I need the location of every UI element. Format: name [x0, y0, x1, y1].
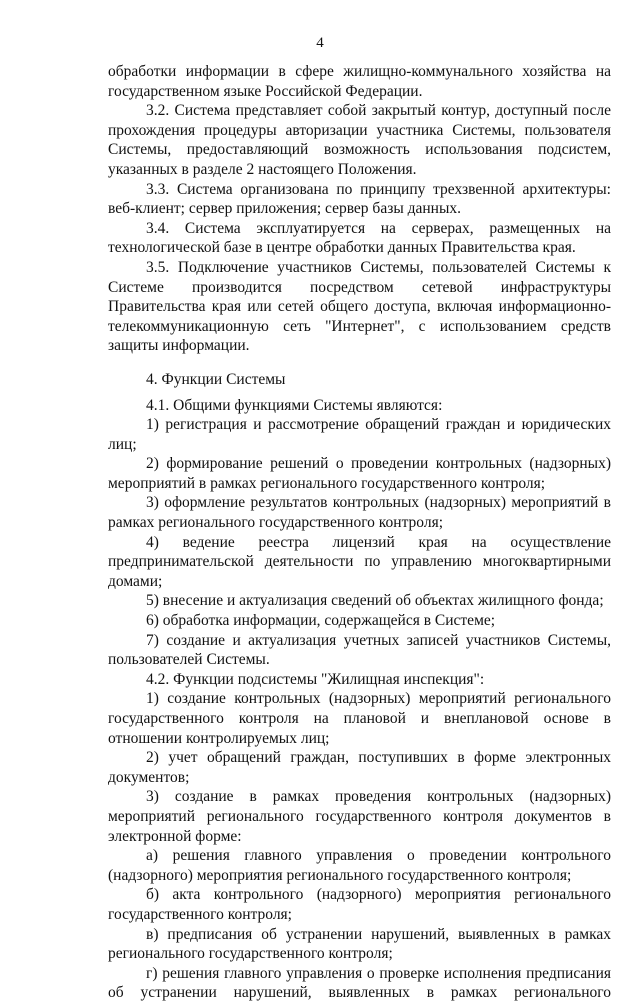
- sub-item-v: в) предписания об устранении нарушений, выявленных в рамках регионального государственного контроля;: [108, 925, 611, 963]
- list-item-4-1-7: 7) создание и актуализация учетных записей участников Системы, пользователей Системы.: [108, 631, 611, 669]
- list-item-4-1-5: 5) внесение и актуализация сведений об объектах жилищного фонда;: [146, 592, 604, 610]
- list-item-4-1-4: 4) ведение реестра лицензий края на осуществление предпринимательской деятельности по управлению многоквартирными домами;: [108, 533, 611, 590]
- paragraph-3-3: 3.3. Система организована по принципу трехзвенной архитектуры: веб-клиент; сервер приложения; сервер базы данных.: [108, 180, 611, 218]
- document-body: [108, 62, 611, 1003]
- list-item-4-1-2: 2) формирование решений о проведении контрольных (надзорных) мероприятий в рамках регионального государственного контроля;: [108, 455, 611, 492]
- paragraph-3-2: 3.2. Система представляет собой закрытый контур, доступный после прохождения процедуры авторизации участника Системы, пользователя Системы, предоставляющий возможность использования подсистем, указанных в разделе 2 настоящего Положения.: [108, 102, 611, 178]
- list-item-4-1-3: 3) оформление результатов контрольных (надзорных) мероприятий в рамках регионального государственного контроля;: [108, 494, 611, 532]
- item-4-1: 4.1. Общими функциями Системы являются:: [146, 396, 443, 414]
- list-item-4-2-1: 1) создание контрольных (надзорных) мероприятий регионального государственного контроля на плановой и внеплановой основе в отношении контролируемых лиц;: [108, 690, 611, 747]
- item-4-2: 4.2. Функции подсистемы "Жилищная инспекция":: [146, 670, 485, 688]
- sub-item-a: а) решения главного управления о проведении контрольного (надзорного) мероприятия регионального государственного контроля;: [108, 847, 611, 884]
- section-heading: 4. Функции Системы: [146, 370, 286, 388]
- page-number: 4: [316, 35, 324, 51]
- list-item-4-2-2: 2) учет обращений граждан, поступивших в форме электронных документов;: [108, 749, 611, 786]
- list-item-4-2-3: 3) создание в рамках проведения контрольных (надзорных) мероприятий регионального государственного контроля документов в электронной форме:: [108, 788, 611, 845]
- list-item-4-1-1: 1) регистрация и рассмотрение обращений граждан и юридических лиц;: [108, 416, 611, 453]
- list-item-4-1-6: 6) обработка информации, содержащейся в Системе;: [146, 612, 496, 630]
- sub-item-g: г) решения главного управления о проверке исполнения предписания об устранении нарушений, выявленных в рамках регионального: [108, 964, 611, 1002]
- paragraph-3-5: 3.5. Подключение участников Системы, пользователей Системы к Системе производится посредством сетевой инфраструктуры Правительства края или сетей общего доступа, включая информационно-телекоммуникационную сеть "Интернет", с использованием средств защиты информации.: [108, 258, 611, 355]
- paragraph-continuation: обработки информации в сфере жилищно-коммунального хозяйства на государственном языке Российской Федерации.: [108, 63, 611, 100]
- sub-item-b: б) акта контрольного (надзорного) мероприятия регионального государственного контроля;: [108, 886, 611, 923]
- paragraph-3-4: 3.4. Система эксплуатируется на серверах, размещенных на технологической базе в центре обработки данных Правительства края.: [108, 219, 611, 257]
